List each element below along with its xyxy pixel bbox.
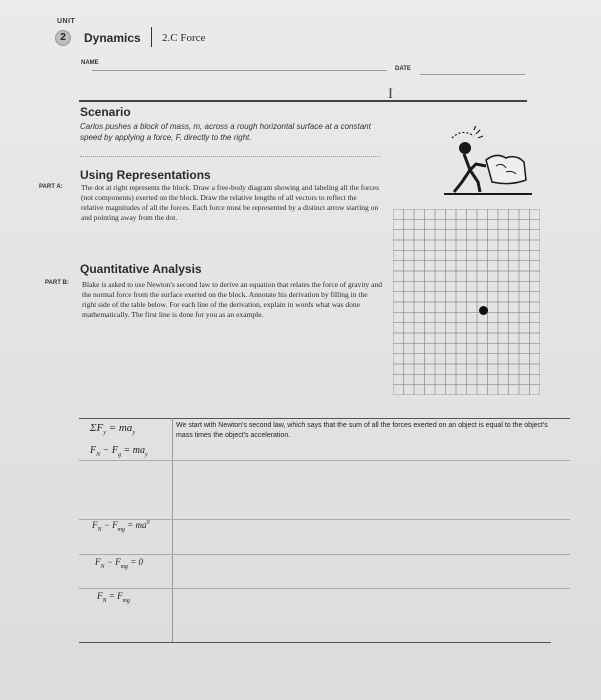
equation-4: $F_N - F_{mg} = 0$	[95, 557, 144, 570]
header-rule	[79, 100, 527, 102]
topic-title: Dynamics	[84, 31, 141, 45]
table-row-line	[79, 519, 570, 520]
using-representations-title: Using Representations	[80, 168, 211, 182]
header-separator	[151, 27, 152, 47]
equation-2: $F_N - F_g = ma_y$	[90, 445, 148, 458]
equation-3: $F_N - F_{mg} = ma^0$	[92, 520, 150, 533]
equation-5: $F_N = F_{mg}$	[97, 591, 130, 604]
table-top-border	[79, 418, 570, 419]
text-cursor-icon: I	[388, 86, 393, 102]
name-field[interactable]	[92, 70, 387, 71]
part-a-label: PART A:	[39, 184, 63, 190]
table-row-line	[79, 460, 570, 461]
part-b-text: Blake is asked to use Newton's second law to derive an equation that relates the force of gravity and the normal force from the surface exerted on the block. Annotate his derivation by filling in the right side of the table below. For each line of the derivation, explain in words what was done mathematically. The first line is done for you as an example.	[82, 280, 383, 319]
fbd-grid[interactable]	[393, 209, 540, 395]
scenario-text: Carlos pushes a block of mass, m, across a rough horizontal surface at a constant speed by applying a force, F, directly to the right.	[80, 122, 371, 142]
equation-1: $\Sigma F_y = ma_y$	[90, 422, 135, 437]
quantitative-analysis-title: Quantitative Analysis	[80, 262, 202, 276]
explanation-1: We start with Newton's second law, which says that the sum of all the forces exerted on an object is equal to the object's mass times the object's acceleration.	[176, 422, 548, 439]
table-row-line	[79, 588, 570, 589]
unit-number-badge: 2	[55, 30, 71, 46]
scenario-title: Scenario	[80, 105, 131, 119]
scenario-divider	[80, 156, 380, 157]
person-pushing-block-illustration	[440, 126, 535, 198]
table-bottom-border	[79, 642, 551, 643]
table-row-line	[79, 554, 570, 555]
date-field[interactable]	[420, 74, 525, 75]
name-label: NAME	[81, 60, 99, 66]
date-label: DATE	[395, 66, 411, 72]
part-a-text: The dot at right represents the block. Draw a free-body diagram showing and labeling all the forces (not components) exerted on the block. Draw the relative lengths of all vectors to reflect the relative magnitudes of all the forces. Each force must be represented by a distinct arrow starting on and pointing away from the dot.	[81, 183, 380, 222]
part-b-label: PART B:	[45, 280, 69, 286]
table-column-divider	[172, 418, 173, 642]
block-dot	[479, 306, 488, 315]
unit-label: UNIT	[57, 18, 76, 25]
subtopic-title: 2.C Force	[162, 32, 206, 44]
